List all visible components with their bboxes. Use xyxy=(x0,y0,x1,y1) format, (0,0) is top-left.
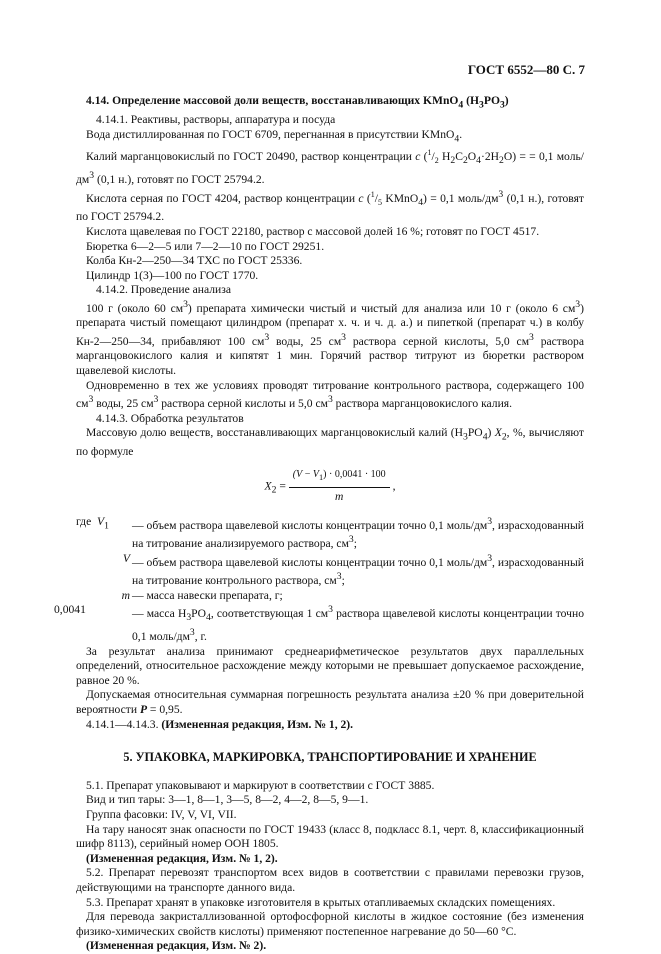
para-melt: Для перевода закристаллизованной ортофосфорной кислоты в жидкое состояние (без изменения физико-химических свойств кислоты) применяют постепенное нагревание до 50—60 °С. xyxy=(76,910,584,938)
definition-list xyxy=(54,514,584,645)
formula-fraction: $\frac{(V - V_1) \cdot 0,0041 \cdot 100}{m}$ xyxy=(289,468,390,505)
def-v: — объем раствора щавелевой кислоты концентрации точно 0,1 моль/$дм^3$, израсходованный на титрование контрольного раствора, $см^3$; xyxy=(132,552,584,588)
para-5-1: 5.1. Препарат упаковывают и маркируют в соответствии с ГОСТ 3885. xyxy=(86,778,435,792)
para-label: На тару наносят знак опасности по ГОСТ 19433 (класс 8, подкласс 8.1, черт. 8, классификационный шифр 8113), серийный номер ООН 1805. xyxy=(76,822,584,851)
para-control: Одновременно в тех же условиях проводят титрование контрольного раствора, содержащего 100 $см^3$ воды, 25 $см^3$ раствора серной кислоты и 5,0 $см^3$ раствора марганцовокислого калия. xyxy=(76,378,584,411)
def-key-const: 0,0041 xyxy=(54,603,86,617)
def-key-m: m xyxy=(121,588,130,602)
section-5-title: 5. УПАКОВКА, МАРКИРОВКА, ТРАНСПОРТИРОВАНИЕ И ХРАНЕНИЕ xyxy=(123,750,537,765)
para-analysis: 100 г (около 60 $см^3$) препарата химически чистый и чистый для анализа или 10 г (около 6 $см^3$) препарата чистый помещают цилиндром (препарат х. ч. и ч. д. а.) и пипеткой (препарат ч.) в колбу Кн-2—250—34, прибавляют 100 $см^3$ воды, 25 $см^3$ раствора серной кислоты, 5,0 $см^3$ раствора марганцовокислого калия и кипятят 1 мин. Горячий раствор титруют из бюретки раствором щавелевой кислоты. xyxy=(76,298,584,378)
para-calc: Массовую долю веществ, восстанавливающих марганцовокислый калий $(H_3PO_4)$ $X_2$, %, вычисляют по формуле xyxy=(76,426,585,459)
page-header: ГОСТ 6552—80 С. 7 xyxy=(467,62,585,77)
para-revision-2: (Измененная редакция, Изм. № 1, 2). xyxy=(86,851,278,865)
para-5-3: 5.3. Препарат хранят в упаковке изготовителя в крытых отапливаемых складских помещениях. xyxy=(86,895,556,909)
para-revision-3: (Измененная редакция, Изм. № 2). xyxy=(86,939,267,953)
def-key-v1: где $V_1$ xyxy=(76,514,109,532)
def-m: — масса навески препарата, г; xyxy=(132,588,283,602)
section-4-14-3: 4.14.3. Обработка результатов xyxy=(96,411,244,425)
formula: $X_2$ = $\frac{(V - V_1) \cdot 0,0041 \cdot 100}{m}$ , xyxy=(264,468,396,504)
def-const: — масса $H_3PO_4$, соответствующая 1 $см^3$ раствора щавелевой кислоты концентрации точно 0,1 моль/$дм^3$, г. xyxy=(132,604,584,643)
document-body xyxy=(54,94,585,954)
para-group: Группа фасовки: IV, V, VI, VII. xyxy=(86,807,237,821)
line-water: Вода дистиллированная по ГОСТ 6709, перегнанная в присутствии KMnO$_4$. xyxy=(86,127,463,144)
line-buret: Бюретка 6—2—5 или 7—2—10 по ГОСТ 29251. xyxy=(86,239,325,253)
def-v1: — объем раствора щавелевой кислоты концентрации точно 0,1 моль/$дм^3$, израсходованный на титрование анализируемого раствора, $см^3$; xyxy=(132,515,584,551)
para-5-2: 5.2. Препарат перевозят транспортом всех видов в соответствии с правилами перевозки грузов, действующими на транспорте данного вида. xyxy=(76,866,584,894)
line-kmno4: Калий марганцовокислый по ГОСТ 20490, раствор концентрации c ($^1/_2$ $H_2C_2O_4\cdot 2H_2O$) = = 0,1 моль/$дм^3$ (0,1 н.), готовят по ГОСТ 25794.2. xyxy=(76,148,584,187)
line-flask: Колба Кн-2—250—34 ТХС по ГОСТ 25336. xyxy=(86,254,303,268)
section-4-14-1: 4.14.1. Реактивы, растворы, аппаратура и посуда xyxy=(96,112,336,126)
para-revision-1: 4.14.1—4.14.3. (Измененная редакция, Изм. № 1, 2). xyxy=(86,717,354,731)
line-h2so4: Кислота серная по ГОСТ 4204, раствор концентрации c ($^1/_5$ KMnO$_4$) = 0,1 моль/$дм^3$ (0,1 н.), готовят по ГОСТ 25794.2. xyxy=(76,188,584,224)
line-cylinder: Цилиндр 1(3)—100 по ГОСТ 1770. xyxy=(86,268,259,282)
para-error: Допускаемая относительная суммарная погрешность результата анализа ±20 % при доверительной вероятности P = 0,95. xyxy=(76,688,584,716)
def-key-v: V xyxy=(122,551,130,565)
para-tara: Вид и тип тары: 3—1, 8—1, 3—5, 8—2, 4—2, 8—5, 9—1. xyxy=(86,793,369,807)
para-result: За результат анализа принимают среднеарифметическое результатов двух параллельных определений, относительное расхождение между которыми не превышает допускаемое расхождение, равное 20 %. xyxy=(76,644,584,687)
line-oxalic: Кислота щавелевая по ГОСТ 22180, раствор с массовой долей 16 %; готовят по ГОСТ 4517. xyxy=(86,224,540,238)
section-4-14-title: 4.14. Определение массовой доли веществ, восстанавливающих KMnO$_4$ $(H_3PO_3)$ xyxy=(86,94,509,111)
section-4-14-2: 4.14.2. Проведение анализа xyxy=(96,283,231,297)
